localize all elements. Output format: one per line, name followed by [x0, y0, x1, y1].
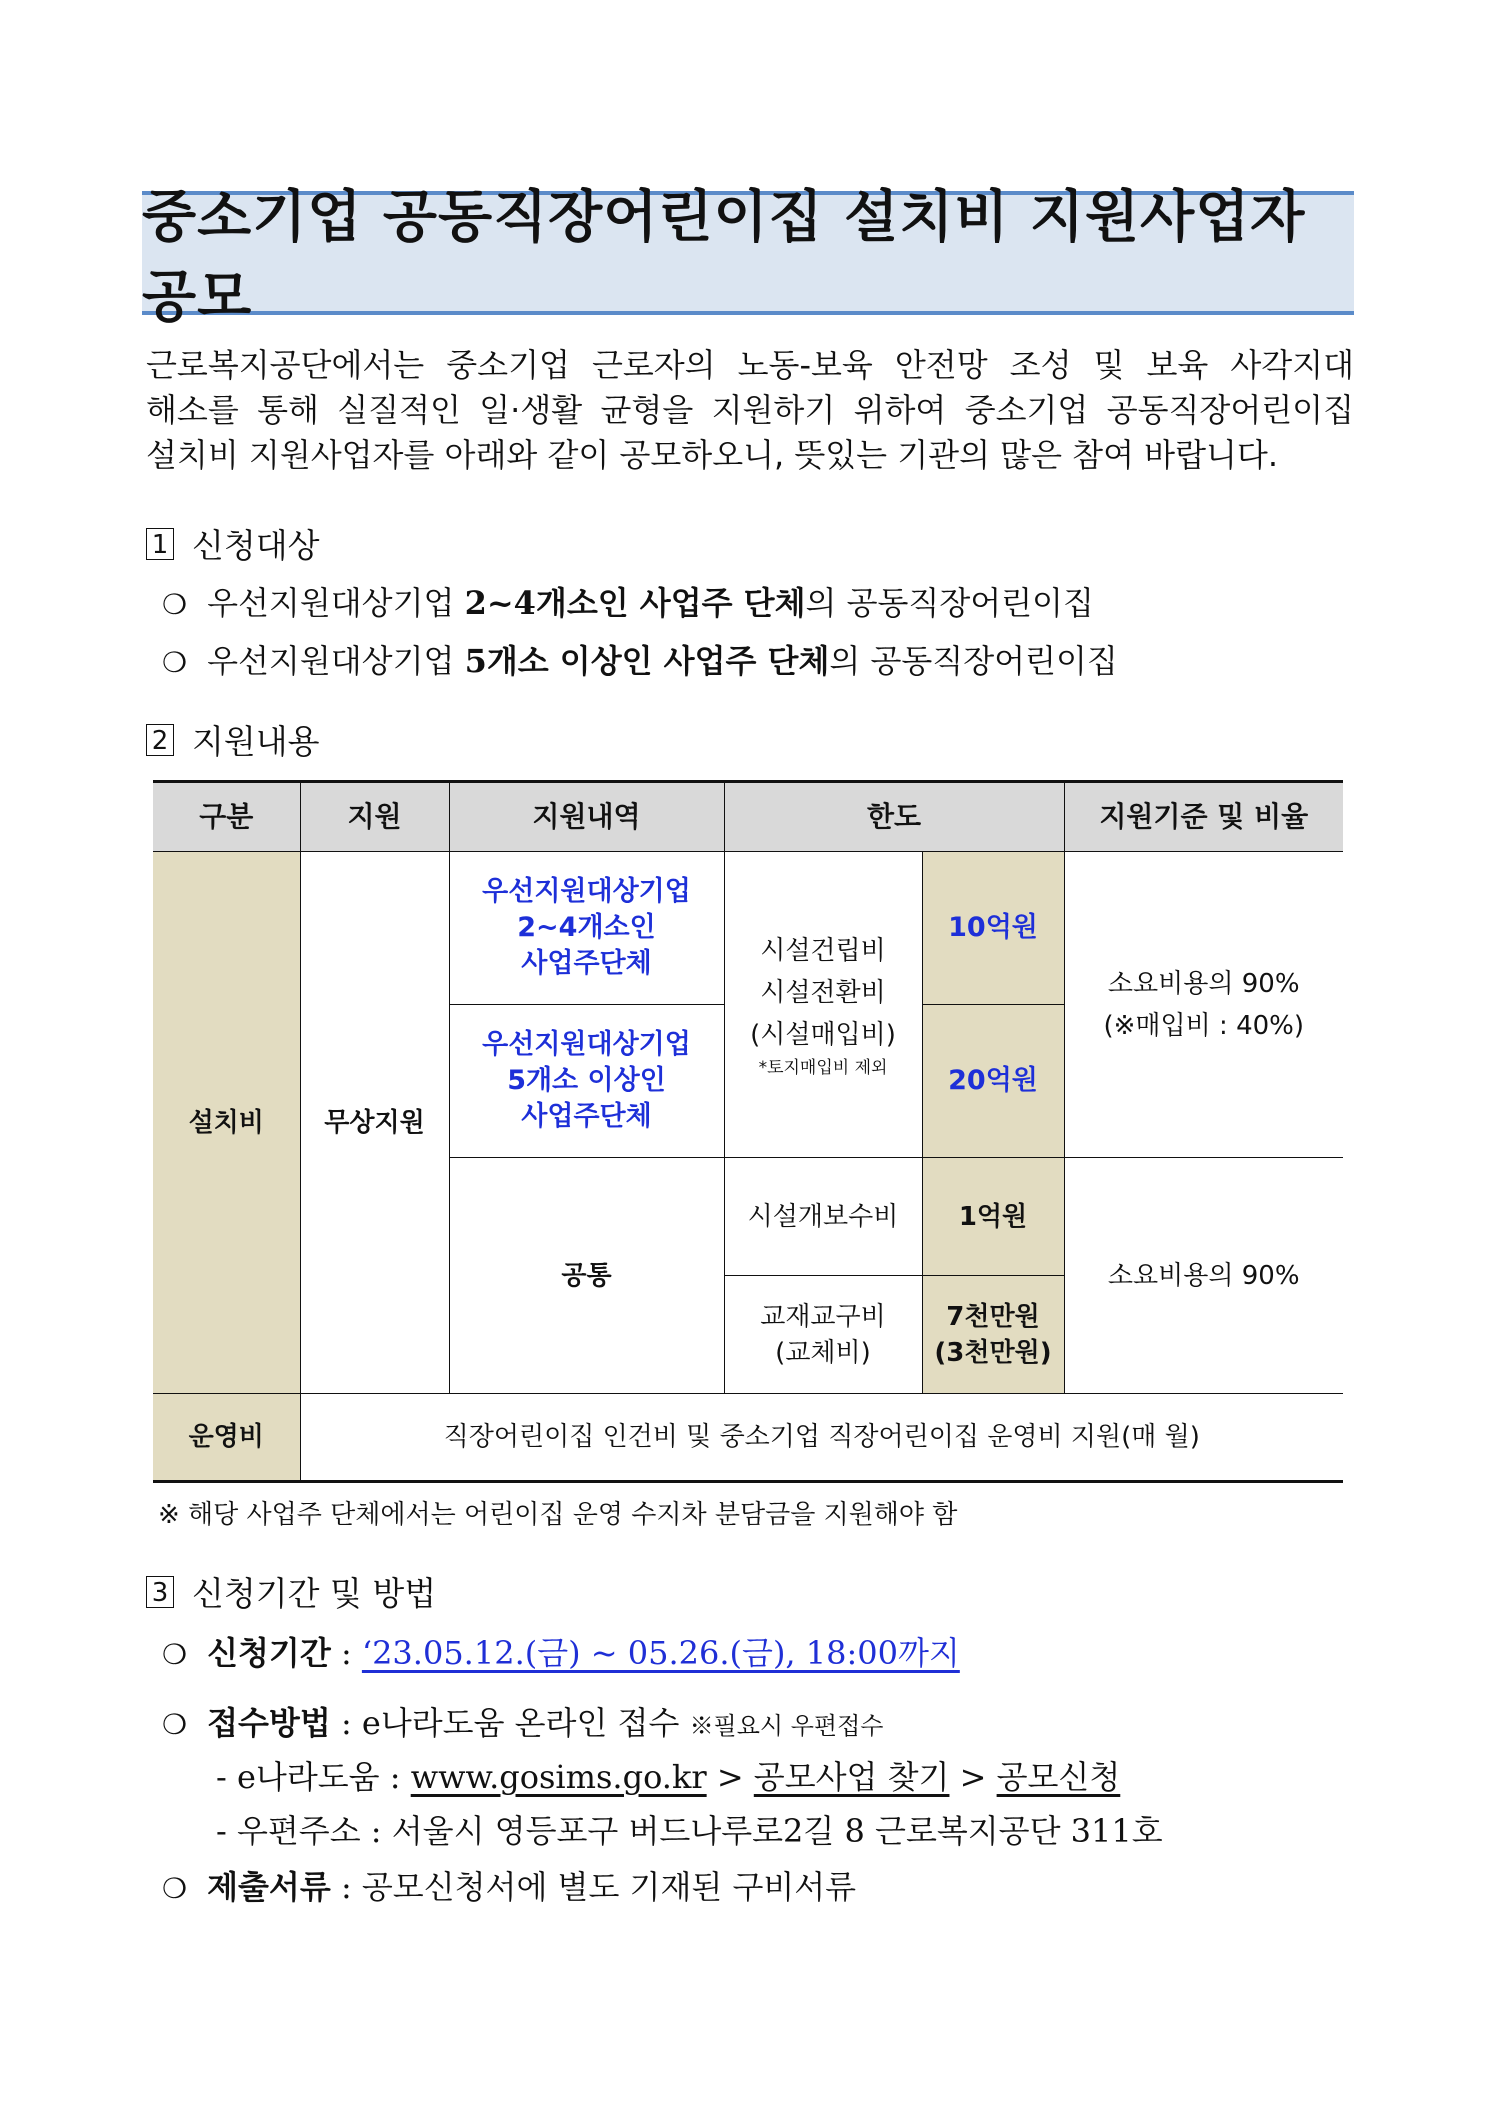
circle-bullet-icon: ❍ — [162, 1872, 188, 1905]
operation-cell: 운영비 — [153, 1394, 300, 1482]
section-2-heading — [146, 716, 320, 763]
section-title: 신청대상 — [192, 526, 320, 565]
row1-desc-cell: 우선지원대상기업 2~4개소인 사업주단체 — [449, 852, 724, 1005]
table-note: ※ 해당 사업주 단체에서는 어린이집 운영 수지차 분담금을 지원해야 함 — [158, 1500, 958, 1530]
free-support-cell: 무상지원 — [300, 852, 449, 1394]
limit-20-cell: 20억원 — [922, 1005, 1064, 1158]
limit-7000-cell: 7천만원 (3천만원) — [922, 1276, 1064, 1394]
section-number: 2 — [146, 724, 174, 756]
circle-bullet-icon: ❍ — [162, 1638, 188, 1671]
intro-paragraph — [146, 343, 1354, 478]
header-support: 지원 — [300, 782, 449, 852]
intro-line: 해소를 통해 실질적인 일·생활 균형을 지원하기 위하여 중소기업 공동직장어린이집 — [146, 391, 1354, 429]
facility-items-cell: 시설건립비 시설전환비 (시설매입비) *토지매입비 제외 — [724, 852, 922, 1158]
docs-item: ❍ 제출서류 : 공모신청서에 별도 기재된 구비서류 — [162, 1868, 857, 1906]
row2-desc-cell: 우선지원대상기업 5개소 이상인 사업주단체 — [449, 1005, 724, 1158]
target-item-1: ❍ 우선지원대상기업 2~4개소인 사업주 단체의 공동직장어린이집 — [162, 584, 1094, 622]
section-number: 1 — [146, 528, 174, 560]
section-number: 3 — [146, 1576, 174, 1608]
repair-cell: 시설개보수비 — [724, 1158, 922, 1276]
period-value: ‘23.05.12.(금) ~ 05.26.(금), 18:00까지 — [361, 1634, 960, 1672]
intro-line: 설치비 지원사업자를 아래와 같이 공모하오니, 뜻있는 기관의 많은 참여 바랍니다. — [146, 436, 1278, 474]
common-cell: 공통 — [449, 1158, 724, 1394]
enara-link[interactable]: www.gosims.go.kr — [410, 1758, 707, 1796]
target-item-2: ❍ 우선지원대상기업 5개소 이상인 사업주 단체의 공동직장어린이집 — [162, 642, 1118, 680]
header-details: 지원내역 — [449, 782, 724, 852]
header-category: 구분 — [153, 782, 300, 852]
post-address-line: - 우편주소 : 서울시 영등포구 버드나루로2길 8 근로복지공단 311호 — [216, 1812, 1163, 1850]
enara-step-2: 공모신청 — [996, 1758, 1121, 1796]
table-row — [153, 1394, 1343, 1482]
limit-10-cell: 10억원 — [922, 852, 1064, 1005]
title-box — [142, 185, 1354, 330]
table-row — [153, 852, 1343, 1005]
method-item: ❍ 접수방법 : e나라도움 온라인 접수 ※필요시 우편접수 — [162, 1704, 884, 1742]
install-cost-cell: 설치비 — [153, 852, 300, 1394]
operation-desc-cell: 직장어린이집 인건비 및 중소기업 직장어린이집 운영비 지원(매 월) — [300, 1394, 1343, 1482]
ratio2-cell: 소요비용의 90% — [1064, 1158, 1343, 1394]
table-header-row — [153, 782, 1343, 852]
header-ratio: 지원기준 및 비율 — [1064, 782, 1343, 852]
intro-line: 근로복지공단에서는 중소기업 근로자의 노동-보육 안전망 조성 및 보육 사각지대 — [146, 346, 1354, 384]
circle-bullet-icon: ❍ — [162, 588, 188, 621]
circle-bullet-icon: ❍ — [162, 646, 188, 679]
header-limit: 한도 — [724, 782, 1064, 852]
page-title: 중소기업 공동직장어린이집 설치비 지원사업자 공모 — [142, 185, 1306, 330]
section-3-heading — [146, 1568, 436, 1615]
circle-bullet-icon: ❍ — [162, 1708, 188, 1741]
teaching-cell: 교재교구비 (교체비) — [724, 1276, 922, 1394]
section-title: 신청기간 및 방법 — [192, 1574, 437, 1613]
limit-1-cell: 1억원 — [922, 1158, 1064, 1276]
section-1-heading — [146, 520, 320, 567]
ratio1-cell: 소요비용의 90% (※매입비 : 40%) — [1064, 852, 1343, 1158]
section-title: 지원내용 — [192, 722, 320, 761]
period-item: ❍ 신청기간 : ‘23.05.12.(금) ~ 05.26.(금), 18:00까지 — [162, 1634, 960, 1672]
enara-line: - e나라도움 : www.gosims.go.kr > 공모사업 찾기 > 공모신청 — [216, 1758, 1121, 1796]
enara-step-1: 공모사업 찾기 — [753, 1758, 950, 1796]
support-table — [153, 780, 1343, 1483]
